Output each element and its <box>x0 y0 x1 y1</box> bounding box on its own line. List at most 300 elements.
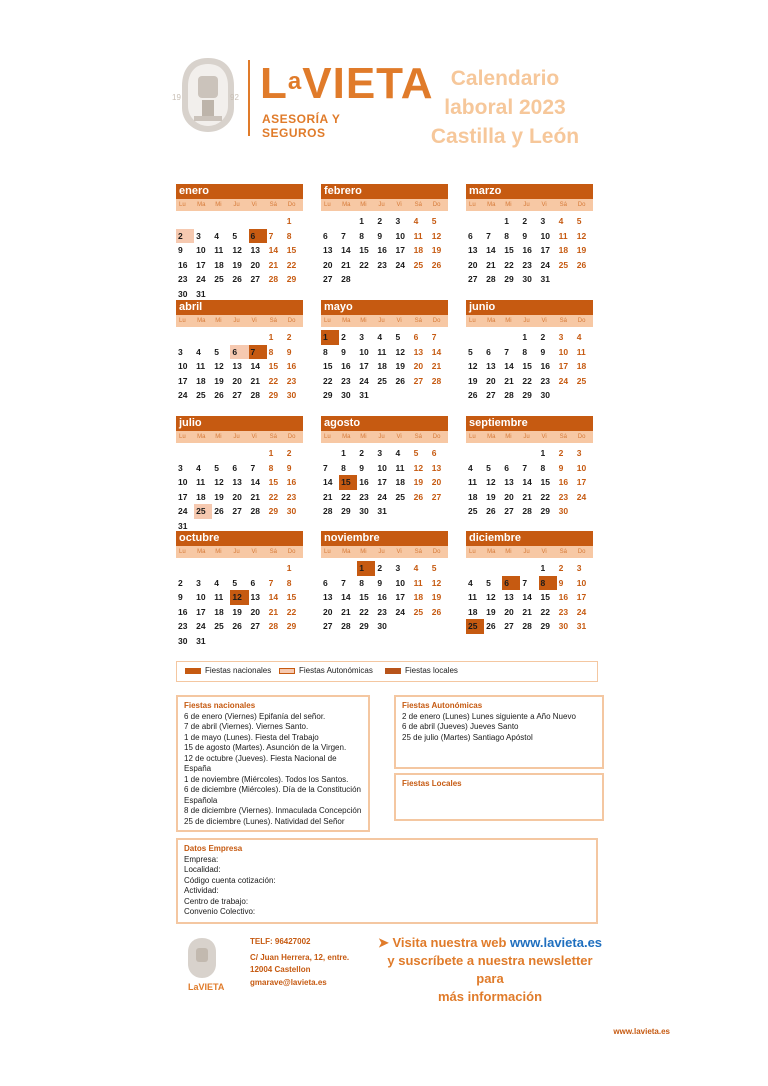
day-blank <box>230 446 248 461</box>
day-cell: 5 <box>413 448 419 458</box>
day-cell: 12 <box>486 592 496 602</box>
day-cell: 30 <box>522 274 532 284</box>
day-cell: 30 <box>558 506 569 516</box>
day-blank <box>484 561 502 576</box>
day-cell: 31 <box>359 390 369 400</box>
day-cell: 14 <box>341 245 351 255</box>
day-cell: 6 <box>230 345 248 360</box>
day-cell: 1 <box>540 563 546 573</box>
weekday-label: Do <box>432 202 441 208</box>
day-cell: 4 <box>214 577 219 588</box>
weekday-label: Do <box>287 318 296 324</box>
datos-empresa-fields <box>184 855 590 918</box>
day-cell: 24 <box>576 491 587 502</box>
weekday-label: Ma <box>197 318 206 324</box>
weekday-label: Do <box>432 318 441 324</box>
weekday-label: Ma <box>342 434 351 440</box>
month-septiembre <box>466 416 593 519</box>
weekday-label: Mi <box>505 549 512 555</box>
weekday-label: Sá <box>414 549 422 555</box>
day-cell: 1 <box>286 216 292 226</box>
weekday-label: Vi <box>396 549 402 555</box>
day-cell: 28 <box>522 506 532 516</box>
day-cell: 22 <box>504 259 514 270</box>
day-blank <box>267 214 285 229</box>
day-cell: 2 <box>540 332 546 342</box>
weekday-header <box>176 546 303 558</box>
day-cell: 6 <box>486 346 491 357</box>
day-grid <box>176 214 303 301</box>
day-cell: 16 <box>377 592 387 602</box>
weekday-label: Mi <box>215 318 222 324</box>
day-cell: 25 <box>196 390 206 400</box>
day-cell: 16 <box>558 477 569 487</box>
day-cell: 28 <box>504 390 514 400</box>
month-julio <box>176 416 303 533</box>
day-cell: 8 <box>539 576 557 591</box>
day-blank <box>321 446 339 461</box>
day-cell: 6 <box>431 448 437 458</box>
day-cell: 23 <box>341 375 351 386</box>
weekday-label: Sá <box>269 549 277 555</box>
day-cell: 1 <box>504 216 509 226</box>
day-cell: 1 <box>321 330 339 345</box>
website-link[interactable]: www.lavieta.es <box>510 935 603 950</box>
legend-swatch-autonomica <box>279 668 295 674</box>
weekday-label: Mi <box>215 434 222 440</box>
day-cell: 2 <box>341 332 346 342</box>
weekday-label: Sá <box>269 202 277 208</box>
day-cell: 13 <box>468 245 478 255</box>
day-cell: 14 <box>504 361 514 371</box>
weekday-label: Ju <box>378 318 385 324</box>
weekday-label: Do <box>577 202 586 208</box>
day-cell: 19 <box>468 375 478 386</box>
day-cell: 19 <box>214 491 224 502</box>
day-cell: 5 <box>431 563 437 573</box>
day-cell: 7 <box>522 577 528 588</box>
day-cell: 18 <box>214 259 224 270</box>
day-cell: 3 <box>178 346 183 357</box>
day-grid <box>176 330 303 403</box>
text-line: Convenio Colectivo: <box>184 907 256 916</box>
day-cell: 13 <box>232 361 242 371</box>
day-blank <box>502 561 520 576</box>
day-cell: 12 <box>214 361 224 371</box>
day-cell: 23 <box>558 491 569 502</box>
day-cell: 12 <box>486 477 496 487</box>
day-cell: 29 <box>341 506 351 516</box>
day-cell: 10 <box>196 592 206 602</box>
day-cell: 14 <box>341 592 351 602</box>
day-grid <box>176 446 303 533</box>
day-cell: 11 <box>196 477 206 487</box>
day-cell: 31 <box>377 506 387 516</box>
weekday-label: Ju <box>233 434 240 440</box>
day-cell: 15 <box>286 592 297 602</box>
day-cell: 19 <box>576 245 587 255</box>
day-cell: 29 <box>268 506 279 516</box>
weekday-label: Do <box>432 434 441 440</box>
weekday-label: Lu <box>179 434 186 440</box>
month-name: enero <box>176 184 303 199</box>
day-cell: 1 <box>522 332 528 342</box>
day-blank <box>321 561 339 576</box>
day-cell: 20 <box>323 259 333 270</box>
day-cell: 26 <box>431 259 442 270</box>
weekday-label: Ju <box>378 434 385 440</box>
weekday-label: Sá <box>559 202 567 208</box>
day-cell: 5 <box>395 332 401 342</box>
day-cell: 7 <box>249 345 267 360</box>
month-abril <box>176 300 303 403</box>
month-junio <box>466 300 593 403</box>
weekday-label: Vi <box>541 202 547 208</box>
day-blank <box>176 330 194 345</box>
day-cell: 21 <box>341 259 351 270</box>
day-cell: 23 <box>286 375 297 386</box>
day-cell: 8 <box>341 462 346 473</box>
day-cell: 27 <box>431 491 442 502</box>
day-cell: 9 <box>522 230 528 241</box>
day-cell: 16 <box>178 259 188 270</box>
day-cell: 27 <box>323 621 333 631</box>
day-cell: 12 <box>468 361 478 371</box>
month-name: junio <box>466 300 593 315</box>
day-cell: 26 <box>576 259 587 270</box>
day-cell: 1 <box>359 216 364 226</box>
datos-empresa-title: Datos Empresa <box>184 844 243 853</box>
day-grid <box>321 446 448 519</box>
day-cell: 12 <box>230 590 248 605</box>
weekday-label: Ju <box>378 549 385 555</box>
day-cell: 7 <box>486 230 491 241</box>
day-cell: 2 <box>359 448 364 458</box>
day-blank <box>520 561 538 576</box>
weekday-label: Sá <box>269 434 277 440</box>
day-cell: 2 <box>286 448 292 458</box>
day-cell: 18 <box>196 375 206 386</box>
day-cell: 25 <box>214 274 224 284</box>
legend <box>176 661 598 682</box>
day-cell: 14 <box>250 361 260 371</box>
weekday-label: Ma <box>487 318 496 324</box>
day-cell: 29 <box>522 390 532 400</box>
founding-year-right: 92 <box>230 93 239 102</box>
day-cell: 14 <box>250 477 260 487</box>
day-cell: 1 <box>268 332 274 342</box>
day-cell: 22 <box>540 491 550 502</box>
day-cell: 27 <box>250 621 260 631</box>
weekday-header <box>321 315 448 327</box>
day-cell: 21 <box>268 606 279 617</box>
contact-info <box>250 936 349 989</box>
day-cell: 27 <box>232 506 242 516</box>
day-cell: 17 <box>359 361 369 371</box>
day-cell: 12 <box>431 577 442 588</box>
day-cell: 13 <box>232 477 242 487</box>
day-cell: 29 <box>504 274 514 284</box>
day-cell: 20 <box>232 375 242 386</box>
day-cell: 15 <box>540 477 550 487</box>
text-line: Código cuenta cotización: <box>184 875 276 885</box>
fiestas-autonomicas-list <box>402 712 596 744</box>
weekday-label: Ju <box>233 318 240 324</box>
day-cell: 11 <box>395 462 405 473</box>
day-cell: 16 <box>178 606 188 617</box>
day-grid <box>321 561 448 634</box>
day-cell: 19 <box>431 245 442 255</box>
day-blank <box>267 561 285 576</box>
day-cell: 17 <box>576 477 587 487</box>
fiestas-nacionales-title: Fiestas nacionales <box>184 701 256 710</box>
weekday-label: Ju <box>523 202 530 208</box>
weekday-label: Lu <box>324 318 331 324</box>
day-cell: 8 <box>286 230 292 241</box>
day-blank <box>466 330 484 345</box>
day-blank <box>484 214 502 229</box>
legend-nacionales: Fiestas nacionales <box>185 666 271 675</box>
day-cell: 5 <box>232 577 238 588</box>
weekday-label: Mi <box>360 318 367 324</box>
day-cell: 6 <box>323 577 328 588</box>
day-cell: 4 <box>468 577 473 588</box>
day-cell: 27 <box>250 274 260 284</box>
day-grid <box>176 561 303 648</box>
day-cell: 11 <box>468 477 477 487</box>
footer-website[interactable]: www.lavieta.es <box>613 1027 670 1036</box>
day-cell: 24 <box>178 506 188 516</box>
weekday-label: Do <box>577 318 586 324</box>
weekday-label: Vi <box>251 549 257 555</box>
weekday-header <box>466 546 593 558</box>
weekday-label: Lu <box>469 202 476 208</box>
month-name: diciembre <box>466 531 593 546</box>
weekday-label: Vi <box>541 549 547 555</box>
day-cell: 3 <box>395 563 401 573</box>
day-cell: 14 <box>431 346 442 357</box>
month-name: julio <box>176 416 303 431</box>
month-diciembre <box>466 531 593 634</box>
weekday-header <box>466 199 593 211</box>
day-cell: 28 <box>522 621 532 631</box>
day-cell: 11 <box>468 592 477 602</box>
day-cell: 17 <box>196 259 206 270</box>
text-line: 6 de abril (Jueves) Jueves Santo <box>402 722 519 731</box>
day-cell: 28 <box>250 390 260 400</box>
day-blank <box>502 330 520 345</box>
text-line: 6 de diciembre (Miércoles). Día de la Constitución <box>184 785 361 794</box>
day-blank <box>249 446 267 461</box>
weekday-label: Sá <box>269 318 277 324</box>
weekday-header <box>176 315 303 327</box>
day-cell: 25 <box>395 491 405 502</box>
weekday-label: Sá <box>414 318 422 324</box>
day-cell: 2 <box>558 563 564 573</box>
day-cell: 10 <box>558 346 569 357</box>
day-cell: 17 <box>196 606 206 617</box>
weekday-label: Ma <box>197 202 206 208</box>
day-cell: 11 <box>214 592 224 602</box>
text-line: Empresa: <box>184 854 219 864</box>
day-cell: 3 <box>540 216 546 226</box>
day-cell: 20 <box>250 259 260 270</box>
day-cell: 2 <box>558 448 564 458</box>
day-cell: 3 <box>377 448 383 458</box>
fiestas-autonomicas-title: Fiestas Autonómicas <box>402 701 483 710</box>
day-cell: 13 <box>486 361 496 371</box>
day-cell: 6 <box>250 577 256 588</box>
weekday-label: Vi <box>541 434 547 440</box>
day-cell: 26 <box>431 606 442 617</box>
day-cell: 30 <box>377 621 387 631</box>
day-cell: 12 <box>232 245 242 255</box>
weekday-label: Mi <box>215 202 222 208</box>
day-cell: 17 <box>540 245 550 255</box>
text-line: 25 de julio (Martes) Santiago Apóstol <box>402 732 533 742</box>
weekday-header <box>321 546 448 558</box>
weekday-label: Lu <box>324 202 331 208</box>
day-cell: 20 <box>232 491 242 502</box>
weekday-label: Ju <box>378 202 385 208</box>
day-cell: 27 <box>468 274 478 284</box>
day-cell: 20 <box>504 606 514 617</box>
day-cell: 25 <box>413 606 424 617</box>
weekday-label: Sá <box>559 434 567 440</box>
weekday-label: Vi <box>541 318 547 324</box>
day-cell: 16 <box>359 477 369 487</box>
text-line: 8 de diciembre (Viernes). Inmaculada Concepción <box>184 806 362 815</box>
day-cell: 21 <box>250 491 260 502</box>
weekday-label: Ju <box>523 549 530 555</box>
contact-address-2: 12004 Castellon <box>250 965 311 974</box>
day-cell: 15 <box>323 361 333 371</box>
text-line: 2 de enero (Lunes) Lunes siguiente a Año Nuevo <box>402 711 576 721</box>
day-cell: 15 <box>339 475 357 490</box>
day-grid <box>466 446 593 519</box>
day-cell: 18 <box>558 245 569 255</box>
day-cell: 16 <box>377 245 387 255</box>
day-cell: 22 <box>323 375 333 386</box>
day-cell: 4 <box>576 332 582 342</box>
weekday-label: Mi <box>215 549 222 555</box>
day-cell: 16 <box>286 361 297 371</box>
day-cell: 26 <box>214 506 224 516</box>
day-cell: 24 <box>377 491 387 502</box>
day-cell: 31 <box>196 288 206 299</box>
day-cell: 14 <box>323 477 333 487</box>
day-blank <box>194 561 212 576</box>
day-cell: 25 <box>466 619 484 634</box>
text-line: 7 de abril (Viernes). Viernes Santo. <box>184 722 309 731</box>
day-blank <box>249 561 267 576</box>
fiestas-autonomicas-box <box>394 695 604 769</box>
day-cell: 26 <box>413 491 424 502</box>
day-cell: 20 <box>468 259 478 270</box>
day-cell: 27 <box>413 375 424 386</box>
day-cell: 25 <box>413 259 424 270</box>
day-cell: 21 <box>323 491 333 502</box>
day-cell: 18 <box>214 606 224 617</box>
weekday-label: Vi <box>396 434 402 440</box>
day-cell: 2 <box>178 577 183 588</box>
day-cell: 28 <box>486 274 496 284</box>
text-line: 15 de agosto (Martes). Asunción de la Virgen. <box>184 743 347 752</box>
day-cell: 23 <box>540 375 550 386</box>
text-line: 1 de mayo (Lunes). Fiesta del Trabajo <box>184 732 319 742</box>
day-cell: 6 <box>249 229 267 244</box>
day-cell: 15 <box>268 361 279 371</box>
brand-logo <box>172 56 434 140</box>
day-cell: 8 <box>268 462 274 473</box>
day-cell: 16 <box>341 361 351 371</box>
contact-email[interactable]: gmarave@lavieta.es <box>250 977 327 987</box>
day-cell: 11 <box>377 346 387 357</box>
day-cell: 26 <box>486 506 496 516</box>
day-cell: 23 <box>359 491 369 502</box>
day-cell: 21 <box>431 361 442 371</box>
weekday-label: Do <box>287 434 296 440</box>
day-cell: 14 <box>486 245 496 255</box>
weekday-label: Ma <box>342 549 351 555</box>
fiestas-locales-box <box>394 773 604 821</box>
weekday-label: Vi <box>396 318 402 324</box>
day-cell: 30 <box>286 390 297 400</box>
day-cell: 5 <box>214 346 219 357</box>
day-cell: 8 <box>522 346 528 357</box>
day-blank <box>212 330 230 345</box>
day-cell: 17 <box>377 477 387 487</box>
day-cell: 11 <box>214 245 224 255</box>
day-cell: 22 <box>359 259 369 270</box>
month-name: septiembre <box>466 416 593 431</box>
month-name: octubre <box>176 531 303 546</box>
weekday-label: Vi <box>251 202 257 208</box>
day-cell: 29 <box>359 621 369 631</box>
weekday-label: Do <box>287 549 296 555</box>
day-cell: 9 <box>377 577 383 588</box>
weekday-label: Vi <box>251 434 257 440</box>
month-octubre <box>176 531 303 648</box>
day-cell: 5 <box>214 462 219 473</box>
day-cell: 9 <box>558 462 564 473</box>
weekday-label: Vi <box>251 318 257 324</box>
day-cell: 20 <box>504 491 514 502</box>
day-cell: 29 <box>323 390 333 400</box>
day-cell: 23 <box>377 606 387 617</box>
day-cell: 21 <box>522 606 532 617</box>
day-cell: 12 <box>431 230 442 241</box>
weekday-label: Mi <box>360 434 367 440</box>
day-blank <box>176 446 194 461</box>
day-cell: 25 <box>214 621 224 631</box>
day-cell: 31 <box>196 635 206 646</box>
day-cell: 28 <box>268 274 279 284</box>
text-line: 6 de enero (Viernes) Epifanía del señor. <box>184 711 326 721</box>
day-cell: 15 <box>359 245 369 255</box>
day-cell: 10 <box>395 230 405 241</box>
day-cell: 9 <box>178 592 183 602</box>
day-cell: 10 <box>576 577 587 588</box>
weekday-label: Mi <box>505 434 512 440</box>
day-cell: 19 <box>214 375 224 386</box>
day-cell: 10 <box>377 462 387 473</box>
day-cell: 4 <box>413 216 419 226</box>
day-cell: 1 <box>540 448 546 458</box>
day-cell: 7 <box>504 346 509 357</box>
day-cell: 27 <box>323 274 333 284</box>
day-cell: 30 <box>178 635 188 646</box>
